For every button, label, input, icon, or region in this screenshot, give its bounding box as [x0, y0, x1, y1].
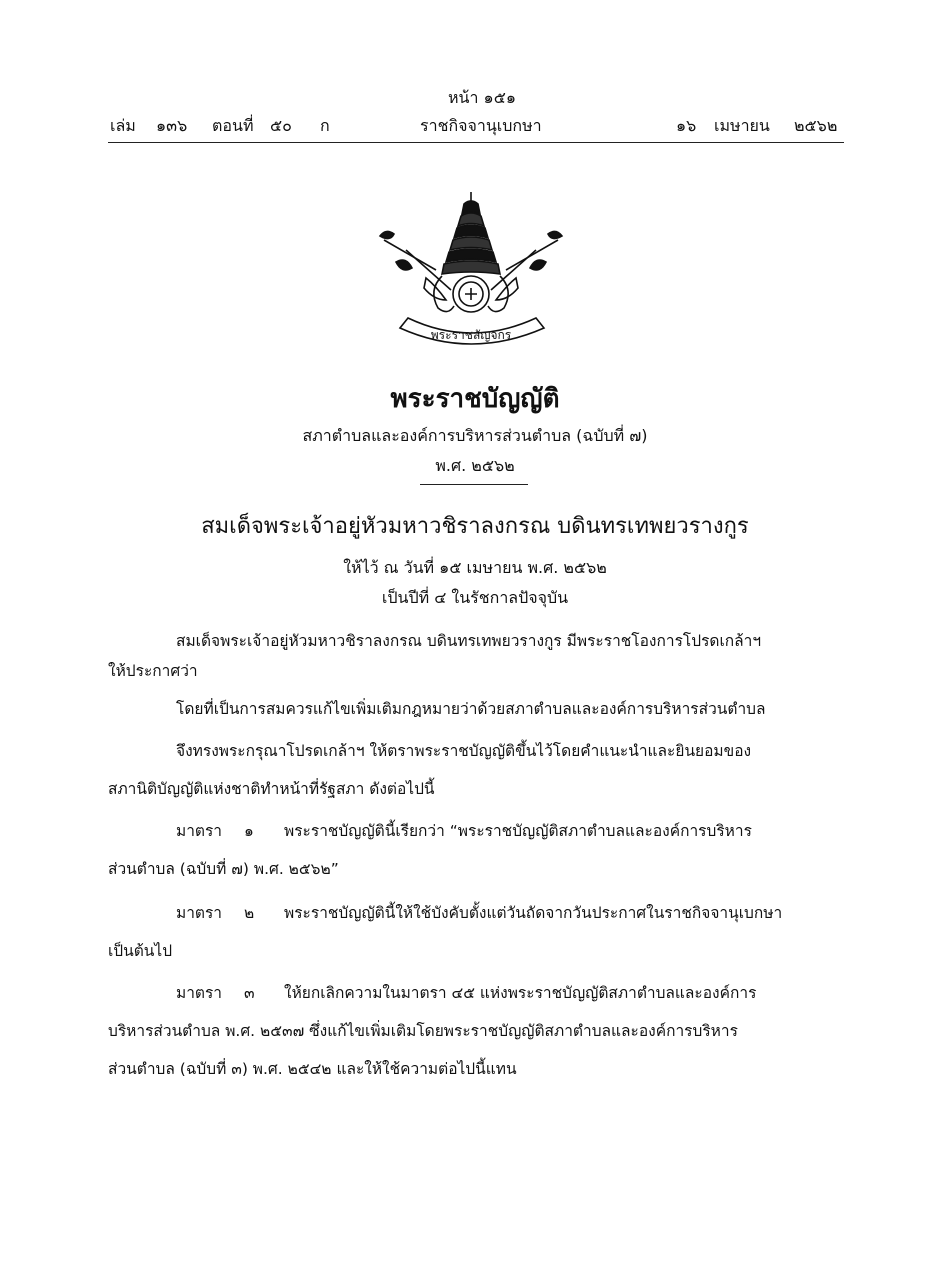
section-letter: ก [320, 116, 330, 135]
volume-number: ๑๓๖ [156, 116, 188, 135]
section-1-line2: ส่วนตำบล (ฉบับที่ ๗) พ.ศ. ๒๕๖๒” [108, 860, 339, 878]
section-1-line1: พระราชบัญญัตินี้เรียกว่า “พระราชบัญญัติสภาตำบลและองค์การบริหาร [284, 822, 752, 840]
section-2-line2: เป็นต้นไป [108, 942, 173, 960]
act-name: สภาตำบลและองค์การบริหารส่วนตำบล (ฉบับที่ ๗) [302, 426, 648, 445]
header-date-year: ๒๕๖๒ [794, 116, 838, 135]
preamble-p1-line2: ให้ประกาศว่า [108, 662, 198, 680]
section-1-label: มาตรา [176, 822, 223, 840]
act-year: พ.ศ. ๒๕๖๒ [435, 456, 515, 475]
section-2-line1: พระราชบัญญัตินี้ให้ใช้บังคับตั้งแต่วันถัดจากวันประกาศในราชกิจจานุเบกษา [284, 904, 783, 922]
preamble-p1-line1: สมเด็จพระเจ้าอยู่หัวมหาวชิราลงกรณ บดินทรเทพยวรางกูร มีพระราชโองการโปรดเกล้าฯ [176, 632, 762, 650]
preamble-p3-line1: จึงทรงพระกรุณาโปรดเกล้าฯ ให้ตราพระราชบัญญัติขึ้นไว้โดยคำแนะนำและยินยอมของ [176, 742, 752, 760]
preamble-p3-line2: สภานิติบัญญัติแห่งชาติทำหน้าที่รัฐสภา ดังต่อไปนี้ [108, 780, 435, 798]
given-date: ให้ไว้ ณ วันที่ ๑๕ เมษายน พ.ศ. ๒๕๖๒ [343, 558, 607, 577]
section-number: ๕๐ [270, 116, 292, 135]
page-number: หน้า ๑๕๑ [448, 88, 516, 107]
section-3-line1: ให้ยกเลิกความในมาตรา ๔๕ แห่งพระราชบัญญัติสภาตำบลและองค์การ [284, 984, 757, 1002]
header-rule [108, 142, 844, 143]
king-name: สมเด็จพระเจ้าอยู่หัวมหาวชิราลงกรณ บดินทรเทพยวรางกูร [201, 514, 749, 539]
act-type: พระราชบัญญัติ [390, 384, 560, 414]
preamble-p2-line1: โดยที่เป็นการสมควรแก้ไขเพิ่มเติมกฎหมายว่าด้วยสภาตำบลและองค์การบริหารส่วนตำบล [176, 700, 766, 718]
section-1-number: ๑ [244, 822, 254, 840]
title-rule [420, 484, 528, 485]
section-3-label: มาตรา [176, 984, 223, 1002]
section-3-number: ๓ [244, 984, 255, 1002]
header-date-month: เมษายน [714, 116, 770, 135]
publication-name: ราชกิจจานุเบกษา [420, 116, 542, 135]
royal-emblem-icon [376, 190, 566, 350]
section-2-label: มาตรา [176, 904, 223, 922]
reign-year: เป็นปีที่ ๔ ในรัชกาลปัจจุบัน [381, 588, 569, 607]
section-label: ตอนที่ [212, 116, 254, 135]
volume-label: เล่ม [110, 116, 136, 135]
section-2-number: ๒ [244, 904, 255, 922]
section-3-line3: ส่วนตำบล (ฉบับที่ ๓) พ.ศ. ๒๕๔๒ และให้ใช้ความต่อไปนี้แทน [108, 1060, 517, 1078]
header-date-day: ๑๖ [676, 116, 697, 135]
section-3-line2: บริหารส่วนตำบล พ.ศ. ๒๕๓๗ ซึ่งแก้ไขเพิ่มเติมโดยพระราชบัญญัติสภาตำบลและองค์การบริหาร [108, 1022, 738, 1040]
emblem-ribbon-text: พระราชลัญจกร [430, 328, 512, 342]
